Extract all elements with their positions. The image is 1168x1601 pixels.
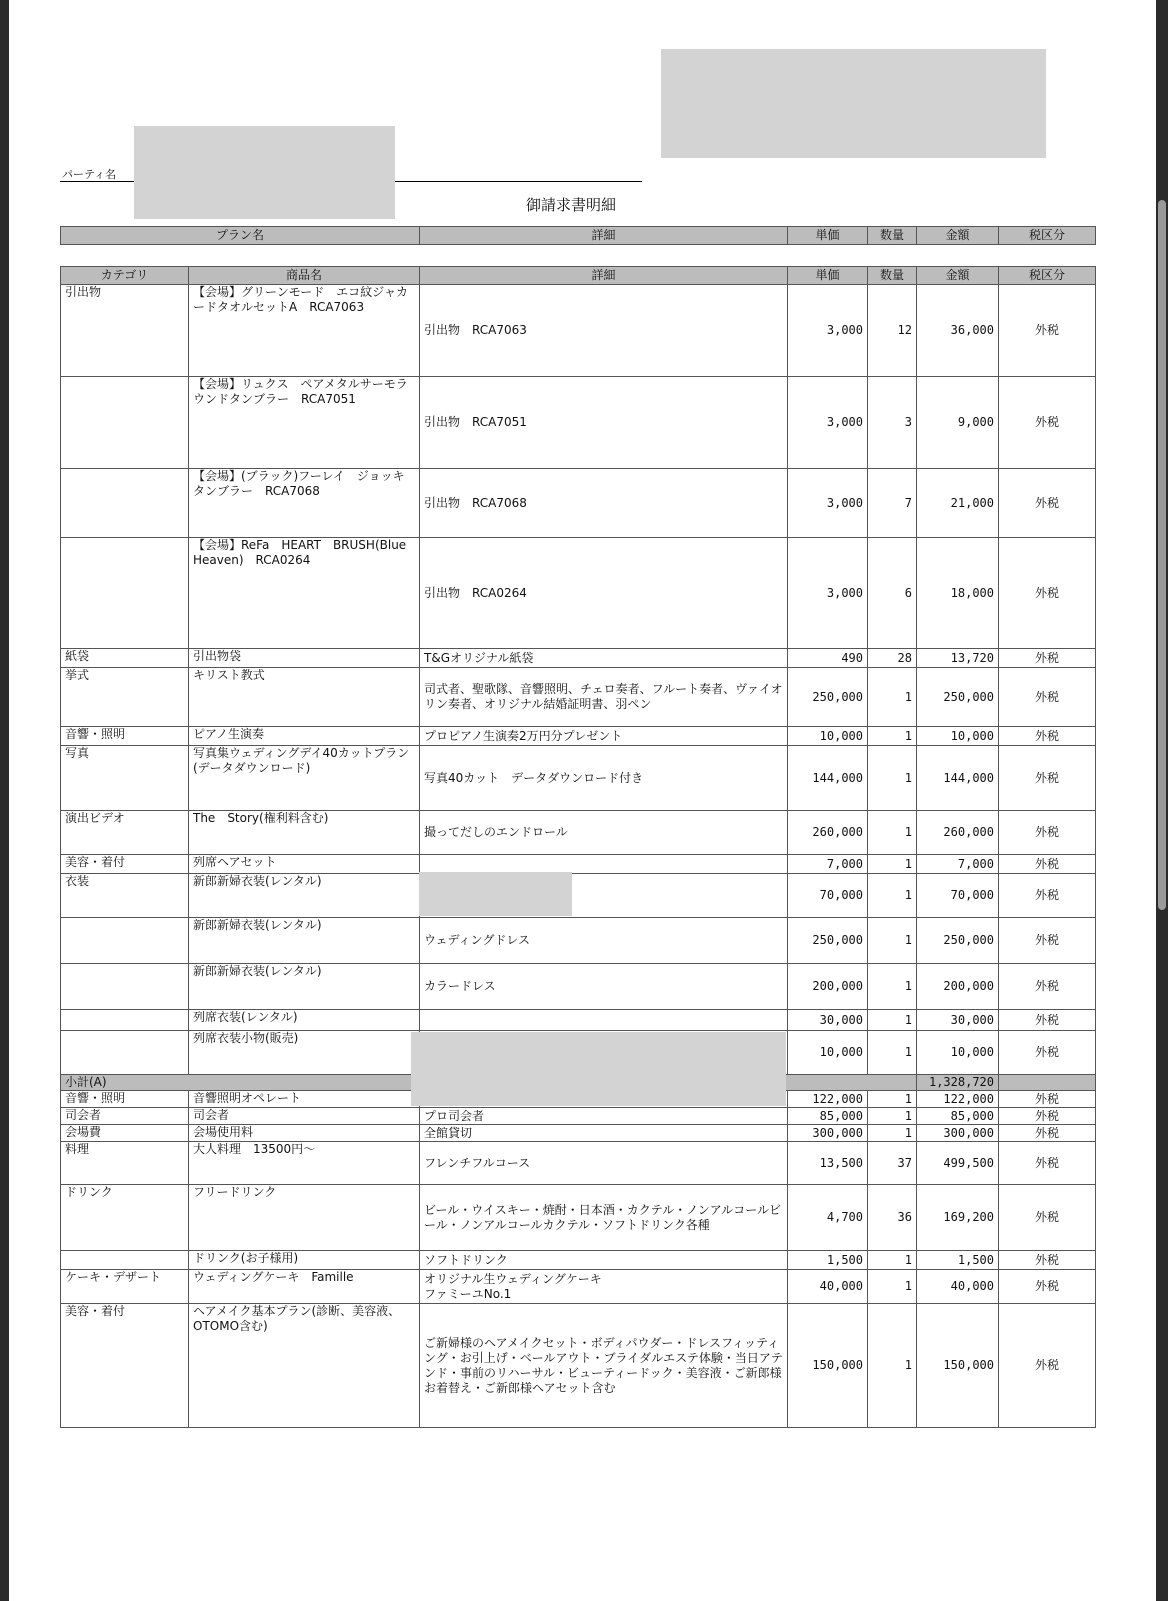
redacted-block-top-right [661,49,1046,158]
amount-cell: 300,000 [917,1125,999,1142]
unit-price-cell: 3,000 [788,377,868,469]
tax-type-cell: 外税 [999,1142,1096,1185]
amount-cell: 40,000 [917,1270,999,1304]
redacted-detail-2 [411,1032,786,1106]
item-name-cell: ヘアメイク基本プラン(診断、美容液、OTOMO含む) [189,1304,420,1428]
detail-cell: 撮ってだしのエンドロール [420,811,788,855]
header-amount: 金額 [917,227,999,245]
window-left-edge [0,0,9,1601]
subtotal-label: 小計(A) [61,1075,420,1091]
tax-type-cell: 外税 [999,1304,1096,1428]
unit-price-cell: 85,000 [788,1108,868,1125]
category-cell [61,1010,189,1031]
detail-cell: 引出物 RCA7063 [420,285,788,377]
unit-price-cell: 144,000 [788,746,868,811]
category-cell: 演出ビデオ [61,811,189,855]
amount-cell: 21,000 [917,469,999,538]
table-row [61,285,1096,377]
amount-cell: 169,200 [917,1185,999,1251]
tax-type-cell: 外税 [999,649,1096,668]
category-cell: 司会者 [61,1108,189,1125]
unit-price-cell: 150,000 [788,1304,868,1428]
item-name-cell: 【会場】リュクス ペアメタルサーモラウンドタンブラー RCA7051 [189,377,420,469]
amount-cell: 18,000 [917,538,999,649]
unit-price-cell: 3,000 [788,285,868,377]
unit-price-cell: 1,500 [788,1251,868,1270]
table-row [61,469,1096,538]
amount-cell: 499,500 [917,1142,999,1185]
table-row [61,1108,1096,1125]
detail-cell: プロピアノ生演奏2万円分プレゼント [420,727,788,746]
quantity-cell: 1 [868,918,917,964]
item-name-cell: 司会者 [189,1108,420,1125]
item-name-cell: The Story(権利料含む) [189,811,420,855]
tax-type-cell: 外税 [999,1010,1096,1031]
header-category: カテゴリ [61,267,189,285]
amount-cell: 144,000 [917,746,999,811]
category-cell [61,1251,189,1270]
tax-type-cell: 外税 [999,1125,1096,1142]
amount-cell: 1,500 [917,1251,999,1270]
unit-price-cell: 250,000 [788,918,868,964]
quantity-cell: 1 [868,964,917,1010]
detail-cell [420,855,788,874]
category-cell: 美容・着付 [61,855,189,874]
category-cell: ドリンク [61,1185,189,1251]
header-price: 単価 [788,227,868,245]
detail-cell: ビール・ウイスキー・焼酎・日本酒・カクテル・ノンアルコールビール・ノンアルコールカクテル・ソフトドリンク各種 [420,1185,788,1251]
amount-cell: 85,000 [917,1108,999,1125]
quantity-cell: 28 [868,649,917,668]
table-row [61,1125,1096,1142]
redacted-party-name [134,126,395,219]
tax-type-cell: 外税 [999,1091,1096,1108]
unit-price-cell: 490 [788,649,868,668]
table-row [61,668,1096,727]
detail-cell: 全館貸切 [420,1125,788,1142]
category-cell: 挙式 [61,668,189,727]
tax-type-cell: 外税 [999,1270,1096,1304]
category-cell: 美容・着付 [61,1304,189,1428]
table-row [61,1010,1096,1031]
quantity-cell: 7 [868,469,917,538]
table-row [61,1142,1096,1185]
amount-cell: 200,000 [917,964,999,1010]
table-row [61,855,1096,874]
header-detail: 詳細 [420,227,788,245]
quantity-cell: 1 [868,1010,917,1031]
tax-type-cell: 外税 [999,1185,1096,1251]
amount-cell: 10,000 [917,727,999,746]
quantity-cell: 1 [868,1108,917,1125]
category-cell: 衣装 [61,874,189,918]
detail-cell: ウェディングドレス [420,918,788,964]
scrollbar-thumb[interactable] [1158,200,1166,910]
detail-cell: カラードレス [420,964,788,1010]
detail-cell: T&Gオリジナル紙袋 [420,649,788,668]
amount-cell: 30,000 [917,1010,999,1031]
header-qty: 数量 [868,227,917,245]
plan-header-table [60,226,1096,245]
tax-type-cell: 外税 [999,538,1096,649]
quantity-cell: 1 [868,1031,917,1075]
amount-cell: 9,000 [917,377,999,469]
quantity-cell: 1 [868,1091,917,1108]
category-cell [61,964,189,1010]
unit-price-cell: 13,500 [788,1142,868,1185]
detail-cell: ソフトドリンク [420,1251,788,1270]
item-name-cell: キリスト教式 [189,668,420,727]
item-name-cell: 【会場】グリーンモード エコ紋ジャカードタオルセットA RCA7063 [189,285,420,377]
category-cell [61,469,189,538]
amount-cell: 36,000 [917,285,999,377]
tax-type-cell: 外税 [999,668,1096,727]
category-cell [61,1031,189,1075]
category-cell: ケーキ・デザート [61,1270,189,1304]
quantity-cell: 1 [868,811,917,855]
category-cell [61,918,189,964]
table-row [61,746,1096,811]
detail-cell: フレンチフルコース [420,1142,788,1185]
item-name-cell: 新郎新婦衣装(レンタル) [189,874,420,918]
unit-price-cell: 30,000 [788,1010,868,1031]
amount-cell: 260,000 [917,811,999,855]
amount-cell: 10,000 [917,1031,999,1075]
table-row [61,918,1096,964]
quantity-cell: 1 [868,1304,917,1428]
quantity-cell: 36 [868,1185,917,1251]
item-name-cell: ドリンク(お子様用) [189,1251,420,1270]
detail-cell: 引出物 RCA7051 [420,377,788,469]
category-cell [61,377,189,469]
tax-type-cell: 外税 [999,918,1096,964]
quantity-cell: 1 [868,746,917,811]
item-name-cell: 列席衣装小物(販売) [189,1031,420,1075]
detail-cell: オリジナル生ウェディングケーキ ファミーユNo.1 [420,1270,788,1304]
table-row [61,1251,1096,1270]
header-qty: 数量 [868,267,917,285]
table-row [61,811,1096,855]
table-row [61,727,1096,746]
item-name-cell: 【会場】(ブラック)フーレイ ジョッキタンブラー RCA7068 [189,469,420,538]
item-name-cell: 会場使用料 [189,1125,420,1142]
table-row [61,538,1096,649]
header-detail: 詳細 [420,267,788,285]
detail-cell: 引出物 RCA0264 [420,538,788,649]
tax-type-cell: 外税 [999,746,1096,811]
table-row [61,1185,1096,1251]
tax-type-cell: 外税 [999,964,1096,1010]
category-cell: 写真 [61,746,189,811]
tax-type-cell: 外税 [999,874,1096,918]
quantity-cell: 1 [868,668,917,727]
header-amount: 金額 [917,267,999,285]
header-price: 単価 [788,267,868,285]
category-cell: 音響・照明 [61,1091,189,1108]
header-item-name: 商品名 [189,267,420,285]
item-name-cell: 列席衣装(レンタル) [189,1010,420,1031]
unit-price-cell: 122,000 [788,1091,868,1108]
category-cell: 料理 [61,1142,189,1185]
category-cell: 紙袋 [61,649,189,668]
detail-cell: 写真40カット データダウンロード付き [420,746,788,811]
quantity-cell: 37 [868,1142,917,1185]
tax-type-cell: 外税 [999,469,1096,538]
item-name-cell: 引出物袋 [189,649,420,668]
item-name-cell: ウェディングケーキ Famille [189,1270,420,1304]
item-name-cell: ピアノ生演奏 [189,727,420,746]
item-name-cell: 列席ヘアセット [189,855,420,874]
unit-price-cell: 3,000 [788,538,868,649]
quantity-cell: 1 [868,1270,917,1304]
tax-type-cell: 外税 [999,1031,1096,1075]
unit-price-cell: 260,000 [788,811,868,855]
unit-price-cell: 4,700 [788,1185,868,1251]
item-name-cell: 【会場】ReFa HEART BRUSH(Blue Heaven) RCA0264 [189,538,420,649]
table-row [61,1270,1096,1304]
table-row [61,874,1096,918]
header-plan-name: プラン名 [61,227,420,245]
quantity-cell: 1 [868,1251,917,1270]
subtotal-amount: 1,328,720 [917,1075,999,1091]
header-tax: 税区分 [999,227,1096,245]
unit-price-cell: 7,000 [788,855,868,874]
detail-cell: 司式者、聖歌隊、音響照明、チェロ奏者、フルート奏者、ヴァイオリン奏者、オリジナル結婚証明書、羽ペン [420,668,788,727]
amount-cell: 150,000 [917,1304,999,1428]
table-row [61,649,1096,668]
amount-cell: 13,720 [917,649,999,668]
detail-cell [420,1010,788,1031]
quantity-cell: 1 [868,874,917,918]
item-name-cell: 大人料理 13500円～ [189,1142,420,1185]
detail-cell: プロ司会者 [420,1108,788,1125]
redacted-detail-1 [419,872,572,916]
tax-type-cell: 外税 [999,1251,1096,1270]
detail-cell: ご新婦様のヘアメイクセット・ボディパウダー・ドレスフィッティング・お引上げ・ベールアウト・ブライダルエステ体験・当日アテンド・事前のリハーサル・ビューティードック・美容液・ご新郎様お着替え・ご新郎様ヘアセット含む [420,1304,788,1428]
party-name-label: パーティ名 [62,168,117,181]
unit-price-cell: 40,000 [788,1270,868,1304]
header-tax: 税区分 [999,267,1096,285]
detail-cell: 引出物 RCA7068 [420,469,788,538]
subtotal-blank [999,1075,1096,1091]
unit-price-cell: 3,000 [788,469,868,538]
table-row [61,377,1096,469]
item-table [60,266,1096,1428]
tax-type-cell: 外税 [999,727,1096,746]
table-row [61,964,1096,1010]
tax-type-cell: 外税 [999,377,1096,469]
quantity-cell: 1 [868,1125,917,1142]
unit-price-cell: 10,000 [788,1031,868,1075]
scrollbar-track[interactable] [1156,0,1168,1601]
item-name-cell: 新郎新婦衣装(レンタル) [189,918,420,964]
category-cell: 音響・照明 [61,727,189,746]
category-cell: 会場費 [61,1125,189,1142]
unit-price-cell: 70,000 [788,874,868,918]
item-name-cell: 新郎新婦衣装(レンタル) [189,964,420,1010]
category-cell [61,538,189,649]
tax-type-cell: 外税 [999,285,1096,377]
amount-cell: 7,000 [917,855,999,874]
tax-type-cell: 外税 [999,1108,1096,1125]
unit-price-cell: 10,000 [788,727,868,746]
document-title: 御請求書明細 [526,196,617,214]
quantity-cell: 12 [868,285,917,377]
tax-type-cell: 外税 [999,855,1096,874]
amount-cell: 70,000 [917,874,999,918]
quantity-cell: 3 [868,377,917,469]
quantity-cell: 6 [868,538,917,649]
unit-price-cell: 300,000 [788,1125,868,1142]
amount-cell: 122,000 [917,1091,999,1108]
category-cell: 引出物 [61,285,189,377]
unit-price-cell: 200,000 [788,964,868,1010]
item-name-cell: 写真集ウェディングデイ40カットプラン(データダウンロード) [189,746,420,811]
table-row [61,1304,1096,1428]
tax-type-cell: 外税 [999,811,1096,855]
item-name-cell: フリードリンク [189,1185,420,1251]
amount-cell: 250,000 [917,918,999,964]
quantity-cell: 1 [868,727,917,746]
quantity-cell: 1 [868,855,917,874]
item-name-cell: 音響照明オペレート [189,1091,420,1108]
amount-cell: 250,000 [917,668,999,727]
unit-price-cell: 250,000 [788,668,868,727]
